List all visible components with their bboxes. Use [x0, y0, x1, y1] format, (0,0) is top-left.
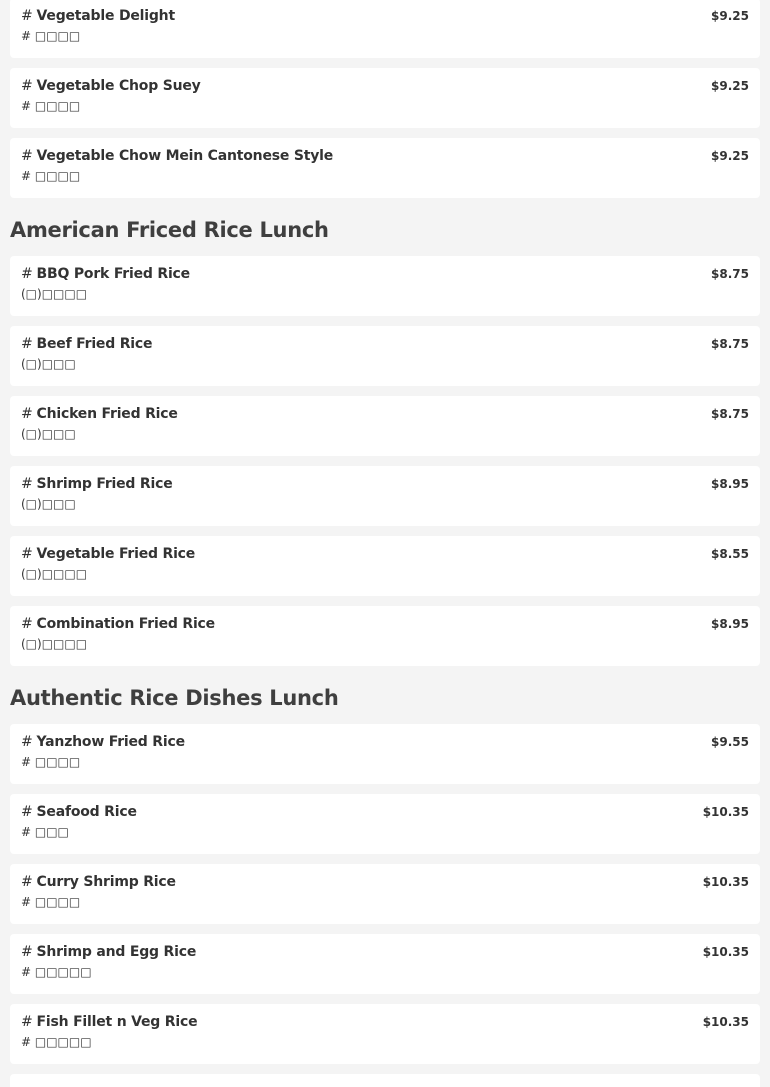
item-name: Combination Fried Rice	[36, 616, 215, 632]
item-price: $8.75	[711, 337, 749, 351]
menu-item[interactable]	[10, 606, 760, 666]
item-prefix: #	[21, 266, 33, 282]
item-prefix: #	[21, 804, 33, 820]
section-title: Authentic Rice Dishes Lunch	[10, 686, 339, 710]
item-prefix: #	[21, 616, 33, 632]
item-name: BBQ Pork Fried Rice	[36, 266, 190, 282]
item-chinese-name: # □□□□	[21, 169, 81, 183]
item-chinese-name: # □□□	[21, 825, 69, 839]
menu-item[interactable]	[10, 68, 760, 128]
item-price: $9.55	[711, 735, 749, 749]
item-prefix: #	[21, 734, 33, 750]
item-chinese-name: # □□□□	[21, 755, 81, 769]
item-price: $8.75	[711, 267, 749, 281]
item-price: $10.35	[702, 945, 749, 959]
item-price: $10.35	[702, 1015, 749, 1029]
item-name: Curry Shrimp Rice	[36, 874, 176, 890]
item-chinese-name: # □□□□□	[21, 965, 92, 979]
item-chinese-name: # □□□□	[21, 895, 81, 909]
item-name: Vegetable Delight	[36, 8, 175, 24]
menu-item[interactable]	[10, 138, 760, 198]
item-name: Beef Fried Rice	[36, 336, 153, 352]
menu-item[interactable]	[10, 396, 760, 456]
menu-item[interactable]	[10, 256, 760, 316]
menu-item[interactable]	[10, 536, 760, 596]
item-price: $10.35	[702, 805, 749, 819]
item-name: Shrimp Fried Rice	[36, 476, 173, 492]
item-prefix: #	[21, 944, 33, 960]
item-chinese-name: (□)□□□□	[21, 567, 88, 581]
item-name: Seafood Rice	[36, 804, 137, 820]
item-prefix: #	[21, 406, 33, 422]
item-name: Vegetable Chow Mein Cantonese Style	[36, 148, 334, 164]
item-price: $8.95	[711, 477, 749, 491]
item-chinese-name: # □□□□	[21, 29, 81, 43]
item-price: $9.25	[711, 149, 749, 163]
item-price: $8.95	[711, 617, 749, 631]
item-chinese-name: (□)□□□□	[21, 637, 88, 651]
item-prefix: #	[21, 1014, 33, 1030]
menu-item[interactable]	[10, 724, 760, 784]
item-name: Shrimp and Egg Rice	[36, 944, 197, 960]
item-prefix: #	[21, 476, 33, 492]
item-name: Chicken Fried Rice	[36, 406, 178, 422]
menu-item[interactable]	[10, 326, 760, 386]
item-name: Vegetable Fried Rice	[36, 546, 196, 562]
item-name: Vegetable Chop Suey	[36, 78, 201, 94]
item-chinese-name: (□)□□□	[21, 497, 76, 511]
item-prefix: #	[21, 148, 33, 164]
menu-item[interactable]	[10, 0, 760, 58]
item-chinese-name: (□)□□□	[21, 357, 76, 371]
menu-item-partial[interactable]	[10, 1074, 760, 1087]
item-prefix: #	[21, 546, 33, 562]
menu-item[interactable]	[10, 864, 760, 924]
item-name: Yanzhow Fried Rice	[36, 734, 185, 750]
menu-item[interactable]	[10, 466, 760, 526]
item-prefix: #	[21, 336, 33, 352]
item-price: $9.25	[711, 9, 749, 23]
item-chinese-name: (□)□□□□	[21, 287, 88, 301]
item-price: $8.75	[711, 407, 749, 421]
item-chinese-name: (□)□□□	[21, 427, 76, 441]
item-prefix: #	[21, 874, 33, 890]
item-prefix: #	[21, 78, 33, 94]
menu-item[interactable]	[10, 794, 760, 854]
section-title: American Friced Rice Lunch	[10, 218, 329, 242]
item-chinese-name: # □□□□□	[21, 1035, 92, 1049]
menu-item[interactable]	[10, 934, 760, 994]
menu-item[interactable]	[10, 1004, 760, 1064]
item-price: $9.25	[711, 79, 749, 93]
item-price: $10.35	[702, 875, 749, 889]
item-chinese-name: # □□□□	[21, 99, 81, 113]
item-prefix: #	[21, 8, 33, 24]
item-name: Fish Fillet n Veg Rice	[36, 1014, 198, 1030]
item-price: $8.55	[711, 547, 749, 561]
